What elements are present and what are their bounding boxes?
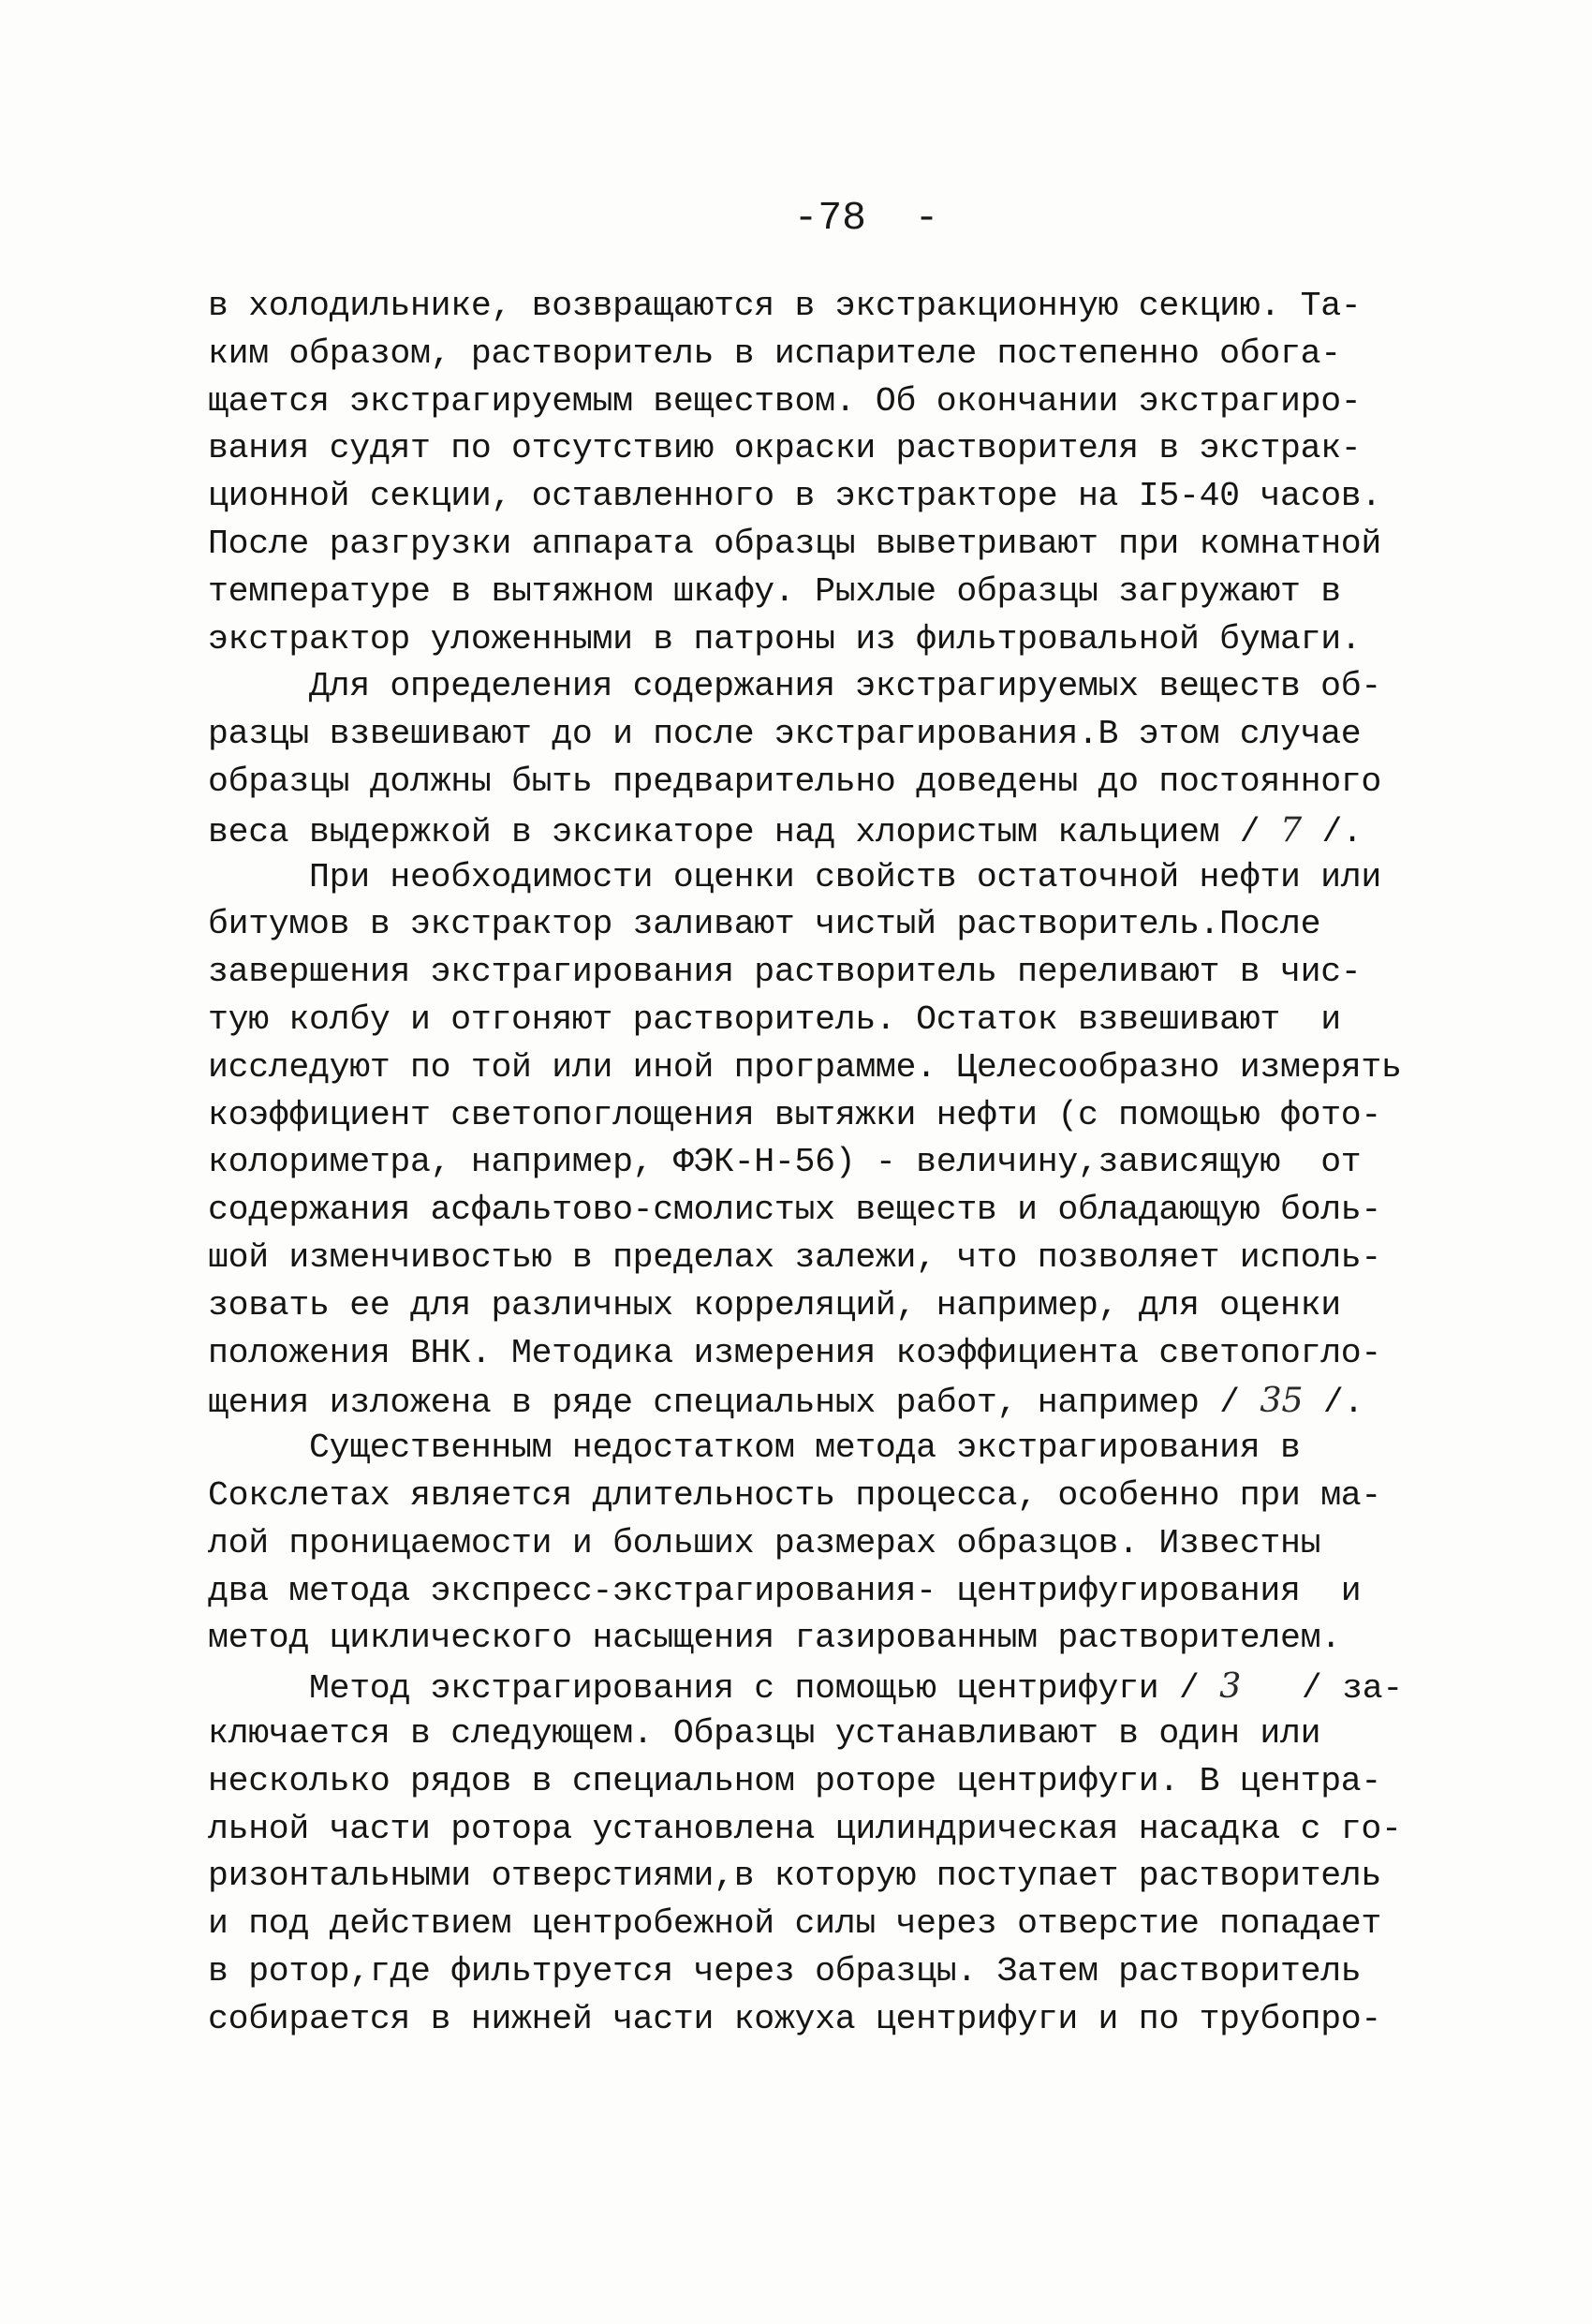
text-line: коэффициент светопоглощения вытяжки нефти (с помощью фото- — [208, 1095, 1382, 1134]
text-line: щается экстрагируемым веществом. Об окончании экстрагиро- — [208, 381, 1362, 421]
text-fragment: веса выдержкой в эксикаторе над хлористым кальцием / — [208, 812, 1280, 851]
text-line: содержания асфальтово-смолистых веществ и обладающую боль- — [208, 1191, 1382, 1230]
text-line: Сокслетах является длительность процесса, особенно при ма- — [208, 1475, 1382, 1515]
text-line: завершения экстрагирования растворитель переливают в чис- — [208, 953, 1362, 992]
text-line — [208, 1663, 1425, 1710]
text-line: образцы должны быть предварительно доведены до постоянного — [208, 762, 1382, 801]
body-text — [208, 283, 1425, 2043]
page-number: -78 - — [793, 195, 939, 241]
text-fragment: /. — [1303, 1384, 1364, 1423]
text-line: Существенным недостатком метода экстрагирования в — [309, 1428, 1301, 1468]
text-line: колориметра, например, ФЭК-Н-56) - величину,зависящую от — [208, 1143, 1362, 1182]
text-line: битумов в экстрактор заливают чистый растворитель.После — [208, 905, 1321, 944]
text-line: зовать ее для различных корреляций, например, для оценки — [208, 1285, 1341, 1325]
text-line: исследуют по той или иной программе. Целесообразно измерять — [208, 1047, 1402, 1087]
reference-number: 35 — [1260, 1380, 1304, 1421]
text-line: разцы взвешивают до и после экстрагирования.В этом случае — [208, 715, 1362, 754]
text-line: два метода экспресс-экстрагирования- центрифугирования и — [208, 1571, 1362, 1610]
text-line: экстрактор уложенными в патроны из фильтровальной бумаги. — [208, 619, 1362, 659]
text-line: При необходимости оценки свойств остаточной нефти или — [309, 857, 1381, 896]
text-fragment: /. — [1301, 812, 1363, 851]
text-fragment: / за- — [1241, 1669, 1403, 1709]
text-line: несколько рядов в специальном роторе центрифуги. В центра- — [208, 1761, 1382, 1800]
text-line: шой изменчивостью в пределах залежи, что позволяет исполь- — [208, 1237, 1382, 1277]
text-line: ционной секции, оставленного в экстракторе на I5-40 часов. — [208, 477, 1382, 516]
text-line: вания судят по отсутствию окраски растворителя в экстрак- — [208, 429, 1362, 468]
text-line: и под действием центробежной силы через отверстие попадает — [208, 1904, 1382, 1944]
text-line: в холодильнике, возвращаются в экстракционную секцию. Та- — [208, 287, 1362, 325]
text-line: ризонтальными отверстиями,в которую поступает растворитель — [208, 1857, 1382, 1896]
text-line: ким образом, растворитель в испарителе постепенно обога- — [208, 333, 1341, 373]
text-line: положения ВНК. Методика измерения коэффициента светопогло- — [208, 1333, 1382, 1372]
reference-number: 3 — [1219, 1665, 1242, 1707]
text-line — [208, 1377, 1425, 1425]
text-line: льной части ротора установлена цилиндрическая насадка с го- — [208, 1809, 1402, 1848]
text-line: в ротор,где фильтруется через образцы. Затем растворитель — [208, 1951, 1362, 1991]
text-line: После разгрузки аппарата образцы выветривают при комнатной — [208, 524, 1382, 563]
text-fragment: щения изложена в ряде специальных работ, например / — [208, 1384, 1260, 1423]
text-line: тую колбу и отгоняют растворитель. Остаток взвешивают и — [208, 999, 1341, 1039]
text-line — [208, 807, 1425, 854]
reference-number: 7 — [1280, 808, 1302, 850]
text-line: ключается в следующем. Образцы устанавливают в один или — [208, 1713, 1321, 1753]
text-line: температуре в вытяжном шкафу. Рыхлые образцы загружают в — [208, 571, 1341, 611]
text-line: лой проницаемости и больших размерах образцов. Известны — [208, 1523, 1321, 1562]
text-line: Для определения содержания экстрагируемых веществ об- — [309, 667, 1381, 706]
text-line: собирается в нижней части кожуха центрифуги и по трубопро- — [208, 1999, 1382, 2038]
text-line: метод циклического насыщения газированным растворителем. — [208, 1619, 1341, 1658]
text-fragment: Метод экстрагирования с помощью центрифуги / — [309, 1669, 1220, 1709]
